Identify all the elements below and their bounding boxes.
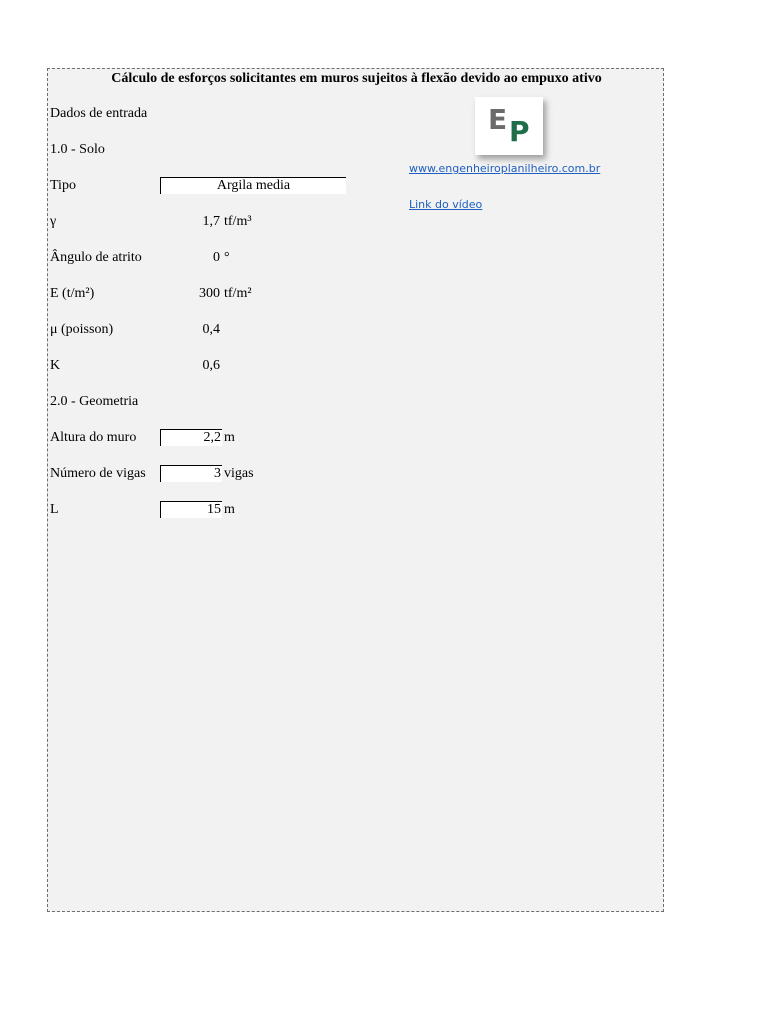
page-title: Cálculo de esforços solicitantes em muros sujeitos à flexão devido ao empuxo ativo (111, 71, 602, 86)
tipo-input[interactable]: Argila media (160, 177, 346, 194)
row-l (50, 501, 390, 519)
section-soil (50, 141, 390, 159)
row-tipo (50, 177, 390, 195)
vigas-unit: vigas (224, 466, 254, 481)
section-input (50, 105, 390, 123)
k-label: K (50, 358, 61, 373)
l-input[interactable]: 15 (160, 501, 222, 518)
angulo-value: 0 (213, 250, 220, 265)
spreadsheet-area (47, 68, 664, 912)
video-link[interactable]: Link do vídeo (409, 198, 483, 211)
section-soil-label: 1.0 - Solo (50, 142, 105, 157)
row-e (50, 285, 390, 303)
logo-letter-p: P (509, 115, 530, 148)
row-gamma (50, 213, 390, 231)
section-geometry (50, 393, 390, 411)
row-altura (50, 429, 390, 447)
altura-input[interactable]: 2,2 (160, 429, 222, 446)
e-unit: tf/m² (224, 286, 252, 301)
altura-label: Altura do muro (50, 430, 137, 445)
angulo-label: Ângulo de atrito (50, 250, 142, 265)
gamma-label: γ (50, 214, 57, 229)
gamma-value: 1,7 (202, 214, 220, 229)
website-link[interactable]: www.engenheiroplanilheiro.com.br (409, 162, 601, 175)
row-vigas (50, 465, 390, 483)
angulo-unit: ° (224, 250, 230, 265)
row-mu (50, 321, 390, 339)
section-geometry-label: 2.0 - Geometria (50, 394, 139, 409)
l-label: L (50, 502, 59, 517)
ep-logo (475, 97, 543, 155)
altura-unit: m (224, 430, 235, 445)
vigas-label: Número de vigas (50, 466, 146, 481)
k-value: 0,6 (202, 358, 220, 373)
vigas-input[interactable]: 3 (160, 465, 222, 482)
e-label: E (t/m²) (50, 286, 95, 301)
tipo-label: Tipo (50, 178, 76, 193)
logo-letter-e: E (488, 103, 508, 136)
row-angulo (50, 249, 390, 267)
mu-label: μ (poisson) (50, 322, 114, 337)
gamma-unit: tf/m³ (224, 214, 252, 229)
row-k (50, 357, 390, 375)
mu-value: 0,4 (202, 322, 220, 337)
l-unit: m (224, 502, 235, 517)
e-value: 300 (199, 286, 220, 301)
section-input-label: Dados de entrada (50, 106, 148, 121)
